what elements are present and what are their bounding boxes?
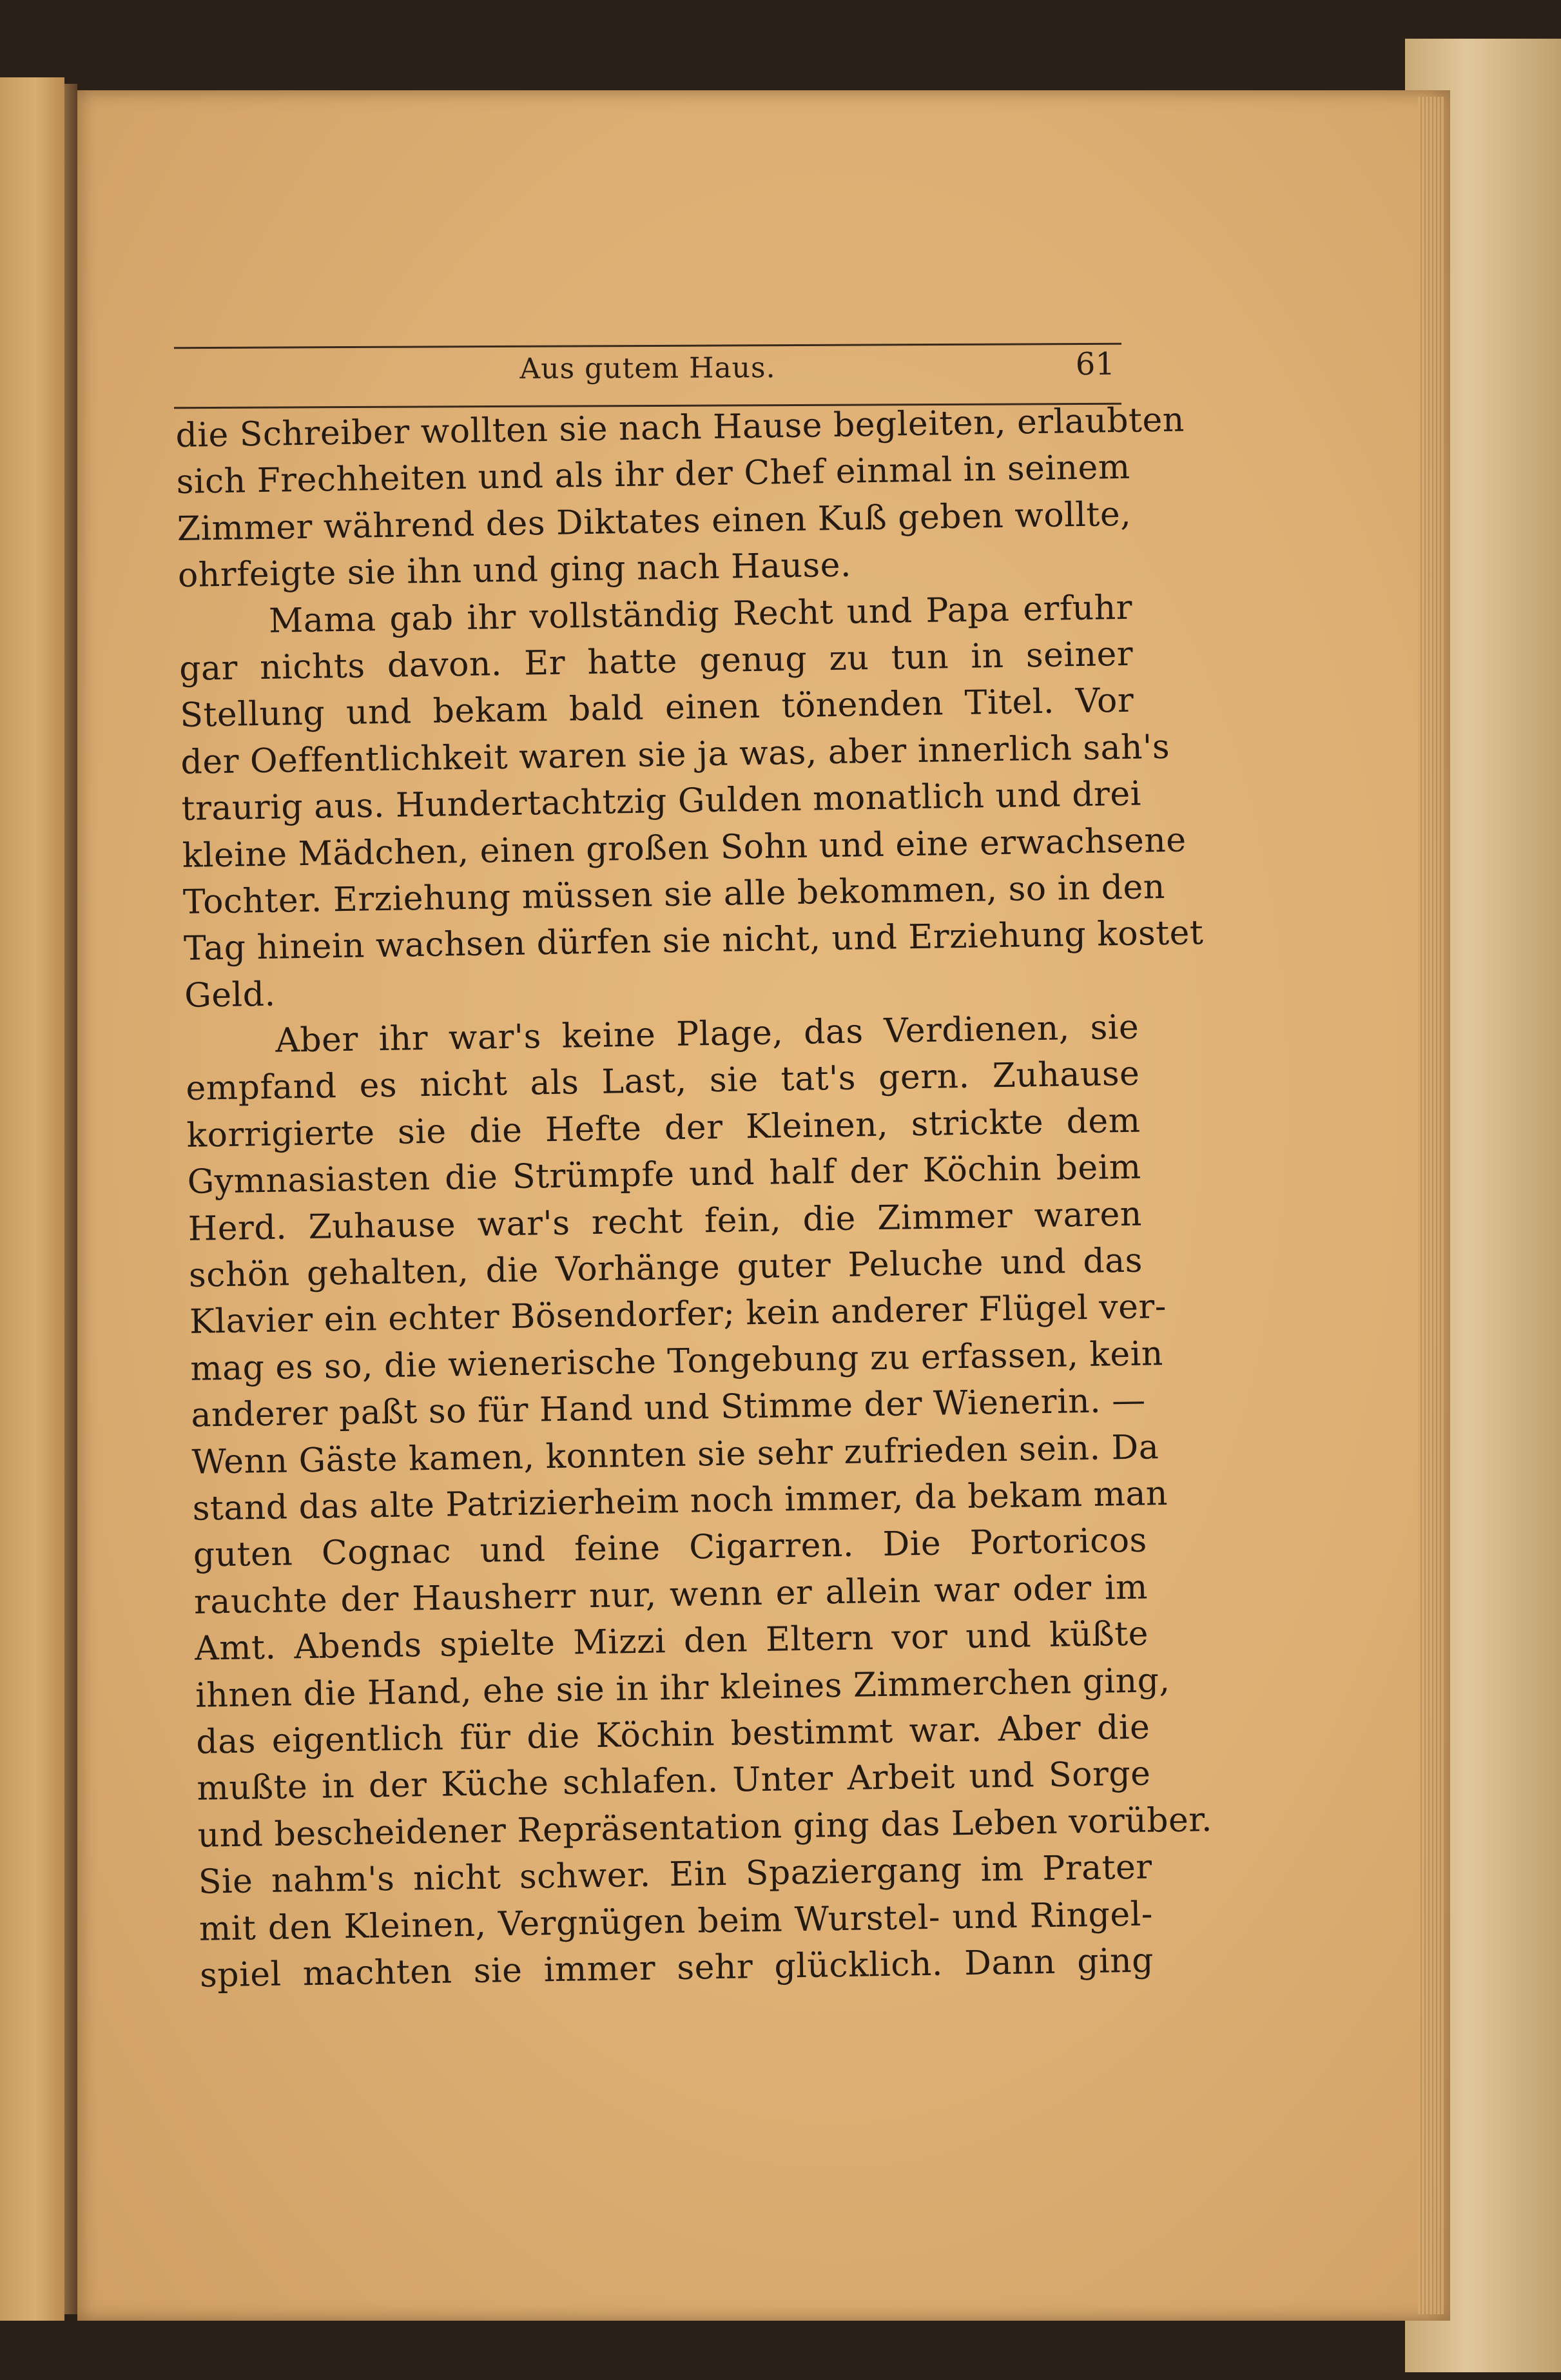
text-line: stand das alte Patrizierheim noch immer, da bekam man	[192, 1474, 1168, 1528]
page-number: 61	[1075, 346, 1116, 383]
text-line: empfand es nicht als Last, sie tat's gern. Zuhause	[186, 1055, 1140, 1109]
text-line: Aber ihr war's keine Plage, das Verdienen, sie	[275, 1008, 1139, 1060]
text-line: ihnen die Hand, ehe sie in ihr kleines Zimmerchen ging,	[195, 1661, 1170, 1715]
text-line: Geld.	[184, 975, 276, 1015]
text-line: das eigentlich für die Köchin bestimmt war. Aber die	[195, 1708, 1150, 1762]
text-line: Zimmer während des Diktates einen Kuß geben wollte,	[177, 494, 1132, 549]
text-line: der Oeffentlichkeit waren sie ja was, aber innerlich sah's	[180, 727, 1170, 782]
body-text	[175, 398, 1213, 1999]
left-page-edge	[0, 77, 64, 2321]
text-line: Sie nahm's nicht schwer. Ein Spaziergang im Prater	[198, 1848, 1153, 1902]
text-line: gar nichts davon. Er hatte genug zu tun in seiner	[179, 634, 1134, 688]
text-line: anderer paßt so für Hand und Stimme der Wienerin. —	[190, 1381, 1147, 1436]
text-line: Wenn Gäste kamen, konnten sie sehr zufrieden sein. Da	[191, 1427, 1159, 1482]
text-line: Tag hinein wachsen dürfen sie nicht, und Erziehung kostet	[183, 913, 1204, 969]
text-line: korrigierte sie die Hefte der Kleinen, strickte dem	[186, 1101, 1141, 1155]
running-head	[174, 346, 1121, 404]
text-line: die Schreiber wollten sie nach Hause begleiten, erlaubten	[175, 400, 1185, 455]
text-line: Mama gab ihr vollständig Recht und Papa erfuhr	[268, 588, 1133, 641]
text-line: Amt. Abends spielte Mizzi den Eltern vor und küßte	[194, 1614, 1149, 1668]
text-line: kleine Mädchen, einen großen Sohn und eine erwachsene	[182, 820, 1187, 875]
text-line: und bescheidener Repräsentation ging das Leben vorüber.	[197, 1800, 1213, 1855]
text-line: Gymnasiasten die Strümpfe und half der Köchin beim	[187, 1147, 1142, 1202]
text-line: Tochter. Erziehung müssen sie alle bekommen, so in den	[182, 867, 1166, 922]
text-line: schön gehalten, die Vorhänge guter Peluche und das	[188, 1241, 1143, 1295]
page-stack-edges	[1418, 97, 1444, 2314]
text-line: traurig aus. Hundertachtzig Gulden monatlich und drei	[181, 774, 1142, 829]
book-gutter	[64, 84, 77, 2314]
text-line: Herd. Zuhause war's recht fein, die Zimmer waren	[188, 1195, 1143, 1249]
text-line: Stellung und bekam bald einen tönenden Titel. Vor	[179, 681, 1134, 736]
text-line: ohrfeigte sie ihn und ging nach Hause.	[177, 545, 852, 596]
text-line: rauchte der Hausherr nur, wenn er allein war oder im	[193, 1568, 1149, 1622]
text-line: Klavier ein echter Bösendorfer; kein anderer Flügel ver-	[189, 1287, 1167, 1342]
text-line: guten Cognac und feine Cigarren. Die Portoricos	[193, 1521, 1148, 1575]
text-line: mußte in der Küche schlafen. Unter Arbeit und Sorge	[197, 1754, 1151, 1809]
text-line: mit den Kleinen, Vergnügen beim Wurstel- und Ringel-	[199, 1894, 1154, 1949]
text-line: mag es so, die wienerische Tongebung zu erfassen, kein	[189, 1334, 1164, 1389]
text-line: sich Frechheiten und als ihr der Chef einmal in seinem	[176, 448, 1130, 502]
text-line: spiel machten sie immer sehr glücklich. Dann ging	[199, 1941, 1154, 1995]
running-title: Aus gutem Haus.	[519, 351, 776, 385]
